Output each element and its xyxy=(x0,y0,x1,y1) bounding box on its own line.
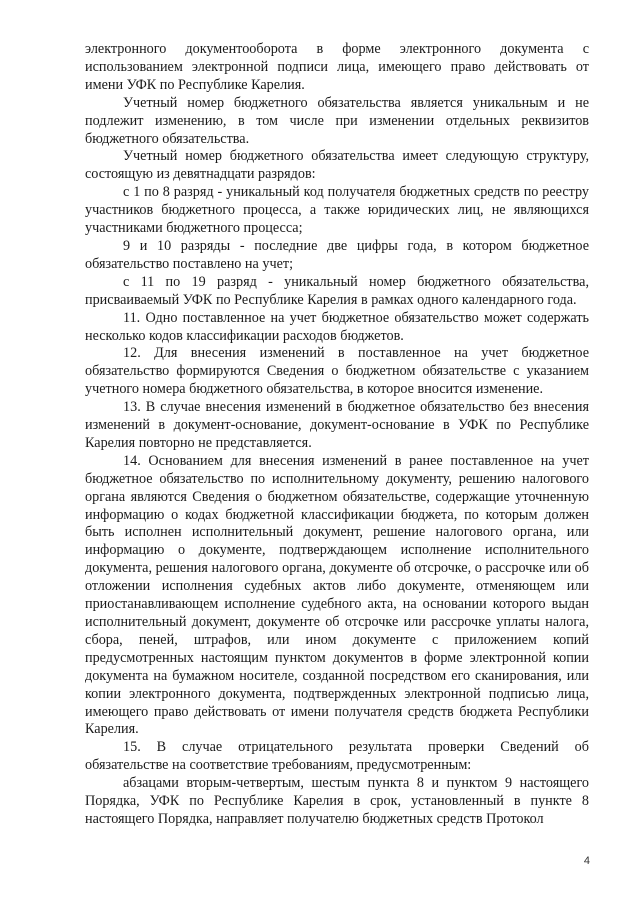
paragraph-account-number-structure: Учетный номер бюджетного обязательства имеет следующую структуру, состоящую из девятнадцати разрядов: xyxy=(85,148,589,183)
paragraph-digits-1-8: с 1 по 8 разряд - уникальный код получателя бюджетных средств по реестру участников бюджетного процесса, а также юридических лиц, не являющихся участниками бюджетного процесса; xyxy=(85,184,589,237)
paragraph-account-number-unique: Учетный номер бюджетного обязательства является уникальным и не подлежит изменению, в том числе при изменении отдельных реквизитов бюджетного обязательства. xyxy=(85,94,589,147)
paragraph-item-13: 13. В случае внесения изменений в бюджетное обязательство без внесения изменений в документ-основание, документ-основание в УФК по Республике Карелия повторно не представляется. xyxy=(85,399,589,451)
paragraph-digits-9-10: 9 и 10 разряды - последние две цифры года, в котором бюджетное обязательство поставлено на учет; xyxy=(85,237,589,272)
paragraph-item-14: 14. Основанием для внесения изменений в ранее поставленное на учет бюджетное обязательство по исполнительному документу, решению налогового органа являются Сведения о бюджетном обязательстве, содержащие уточненную информацию о кодах бюджетной классификации бюджета, по которым должен быть исполнен исполнительный документ, решение налогового органа, или информацию о документе, подтверждающем исполнение исполнительного документа, решения налогового органа, документе об отсрочке, о рассрочке или об отложении исполнения судебных актов либо документе, отменяющем или приостанавливающем исполнение судебного акта, на основании которого выдан исполнительный документ, документе об отсрочке или рассрочке уплаты налога, сбора, пеней, штрафов, или ином документе с приложением копий предусмотренных настоящим пунктом документов в форме электронной копии документа на бумажном носителе, созданной посредством его сканирования, или копии электронного документа, подтвержденных электронной подписью лица, имеющего право действовать от имени получателя средств бюджета Республики Карелия. xyxy=(85,452,589,738)
paragraph-item-11: 11. Одно поставленное на учет бюджетное обязательство может содержать несколько кодов классификации расходов бюджетов. xyxy=(85,309,589,344)
paragraph-item-12: 12. Для внесения изменений в поставленное на учет бюджетное обязательство формируются Сведения о бюджетном обязательстве с указанием учетного номера бюджетного обязательства, в которое вносится изменение. xyxy=(85,345,589,398)
paragraph-item-15: 15. В случае отрицательного результата проверки Сведений об обязательстве на соответствие требованиям, предусмотренным: xyxy=(85,739,589,774)
paragraph-continuation: электронного документооборота в форме электронного документа с использованием электронной подписи лица, имеющего право действовать от имени УФК по Республике Карелия. xyxy=(85,41,589,93)
page-number: 4 xyxy=(583,855,590,867)
paragraph-item-15-subclause: абзацами вторым-четвертым, шестым пункта 8 и пунктом 9 настоящего Порядка, УФК по Республике Карелия в срок, установленный в пункте 8 настоящего Порядка, направляет получателю бюджетных средств Протокол xyxy=(85,775,589,827)
paragraph-digits-11-19: с 11 по 19 разряд - уникальный номер бюджетного обязательства, присваиваемый УФК по Республике Карелия в рамках одного календарного года. xyxy=(85,273,589,308)
document-page xyxy=(85,41,589,829)
